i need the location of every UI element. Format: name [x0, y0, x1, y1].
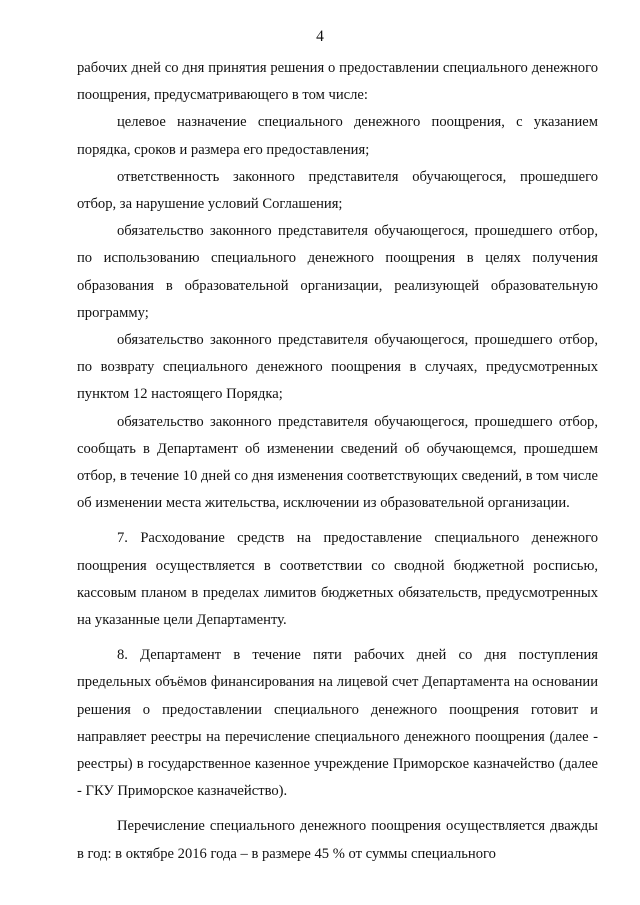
paragraph-transfer-schedule: Перечисление специального денежного поощрения осуществляется дважды в год: в октябре 2016 года – в размере 45 % от суммы специального	[77, 818, 598, 862]
paragraph-obligation-return: обязательство законного представителя обучающегося, прошедшего отбор, по возврату специального денежного поощрения в случаях, предусмотренных пунктом 12 настоящего Порядка;	[77, 332, 598, 403]
paragraph-continuation: рабочих дней со дня принятия решения о предоставлении специального денежного поощрения, предусматривающего в том числе:	[77, 60, 598, 104]
document-body	[77, 55, 598, 868]
paragraph-purpose: целевое назначение специального денежного поощрения, с указанием порядка, сроков и размера его предоставления;	[77, 114, 598, 158]
paragraph-obligation-use: обязательство законного представителя обучающегося, прошедшего отбор, по использованию специального денежного поощрения в целях получения образования в образовательной организации, реализующей образовательную программу;	[77, 223, 598, 321]
paragraph-item-7: 7. Расходование средств на предоставление специального денежного поощрения осуществляется в соответствии со сводной бюджетной росписью, кассовым планом в пределах лимитов бюджетных обязательств, предусмотренных на указанные цели Департаменту.	[77, 530, 598, 629]
paragraph-item-8: 8. Департамент в течение пяти рабочих дней со дня поступления предельных объёмов финансирования на лицевой счет Департамента на основании решения о предоставлении специального денежного поощрения готовит и направляет реестры на перечисление специального денежного поощрения (далее - реестры) в государственное казенное учреждение Приморское казначейство (далее - ГКУ Приморское казначейство).	[77, 647, 598, 800]
paragraph-responsibility: ответственность законного представителя обучающегося, прошедшего отбор, за нарушение условий Соглашения;	[77, 168, 598, 213]
paragraph-obligation-notify: обязательство законного представителя обучающегося, прошедшего отбор, сообщать в Департамент об изменении сведений об обучающемся, прошедшем отбор, в течение 10 дней со дня изменения соответствующих сведений, в том числе об изменении места жительства, исключении из образовательной организации.	[77, 413, 598, 512]
page-number: 4	[316, 28, 324, 45]
